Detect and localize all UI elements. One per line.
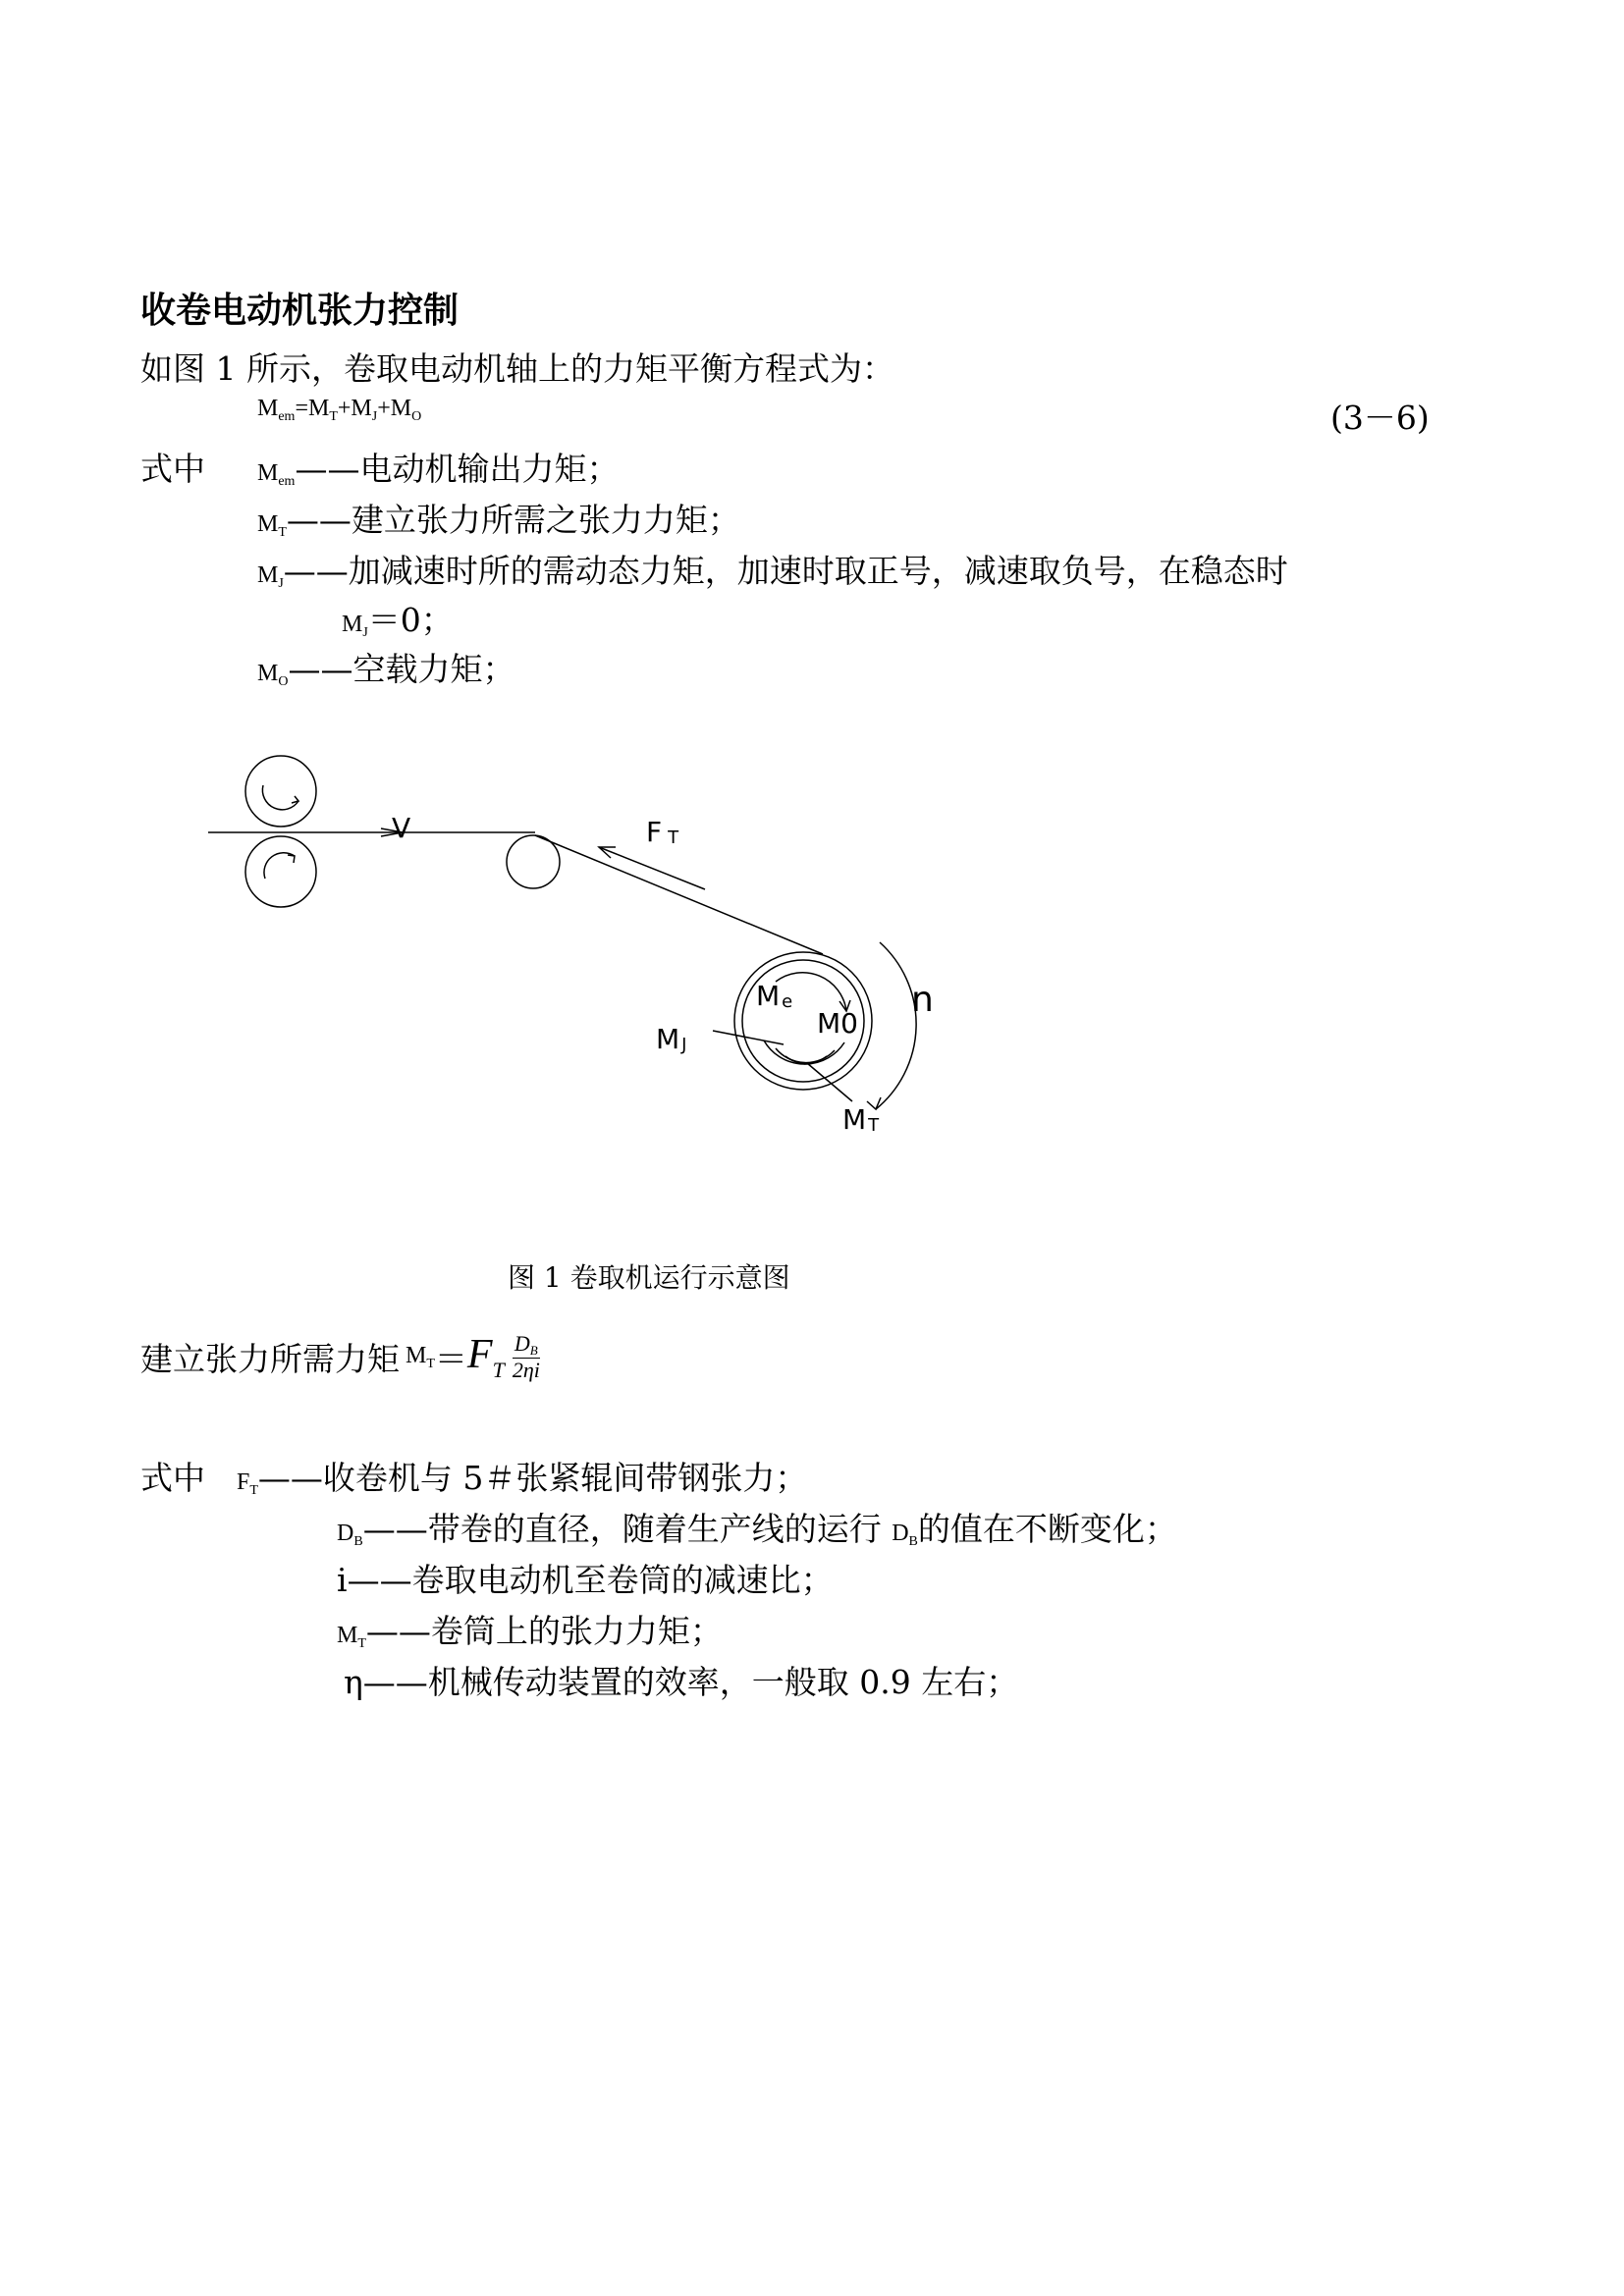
label-me: Me [756, 980, 793, 1012]
label-m0: M0 [817, 1007, 858, 1040]
formula-mt: $M_T$ [406, 1342, 435, 1371]
def-eta: η——机械传动装置的效率，一般取 0.9 左右； [344, 1663, 1019, 1701]
section-heading: 收卷电动机张力控制 [140, 291, 460, 331]
equation-main: $M_{em}=M_T+M_J+M_O$ [257, 396, 422, 424]
upper-roll-rotation-arrow [262, 785, 298, 810]
label-mj: M J [656, 1023, 687, 1055]
m0-torque-arc [776, 1048, 835, 1063]
def-db: $D_B——$带卷的直径，随着生产线的运行 $D_B$的值在不断变化； [337, 1510, 1177, 1549]
label-ft: F T [646, 816, 679, 848]
label-v: V [392, 812, 411, 844]
label-mt: M T [842, 1103, 880, 1136]
formula-fraction: $\frac{DB}{2\eta i}$ [512, 1330, 540, 1383]
defs1-lead: 式中 [140, 450, 205, 488]
strip-to-coiler-line [535, 835, 823, 954]
formula-ft: $F_T$ [466, 1332, 505, 1382]
equation-number: (3－6) [1330, 399, 1430, 437]
def-m0: $M_O——$空载力矩； [257, 650, 515, 689]
def-i: i——卷取电动机至卷筒的减速比； [337, 1561, 834, 1599]
n-rotation-arc [876, 942, 916, 1109]
formula-text: 建立张力所需力矩 [140, 1340, 400, 1378]
def-mj: $M_J——$加减速时所的需动态力矩，加速时取正号，减速取负号，在稳态时 [257, 552, 1288, 591]
label-n: n [911, 980, 934, 1020]
lower-pinch-roll [245, 836, 316, 907]
deflector-roll [507, 835, 560, 888]
mt-leader-line [807, 1063, 852, 1101]
defs2-lead: 式中 [140, 1459, 205, 1497]
def-mem: $M_{em}——$电动机输出力矩； [257, 450, 620, 489]
figure-caption: 图 1 卷取机运行示意图 [508, 1261, 790, 1294]
def-ft: $F_T——$收卷机与 5＃张紧辊间带钢张力； [237, 1459, 808, 1498]
mj-leader-line [713, 1031, 784, 1044]
intro-text: 如图 1 所示，卷取电动机轴上的力矩平衡方程式为： [140, 349, 894, 388]
upper-pinch-roll [245, 756, 316, 827]
def-mj-steady: $M_J=0$； [342, 601, 454, 640]
def-mt2: $M_T——$卷筒上的张力力矩； [337, 1612, 723, 1651]
def-mt: $M_T——$建立张力所需之张力力矩； [257, 501, 740, 540]
formula-eq: ＝ [434, 1340, 467, 1378]
lower-roll-rotation-arrow [264, 853, 295, 879]
torque-formula [140, 1331, 540, 1383]
